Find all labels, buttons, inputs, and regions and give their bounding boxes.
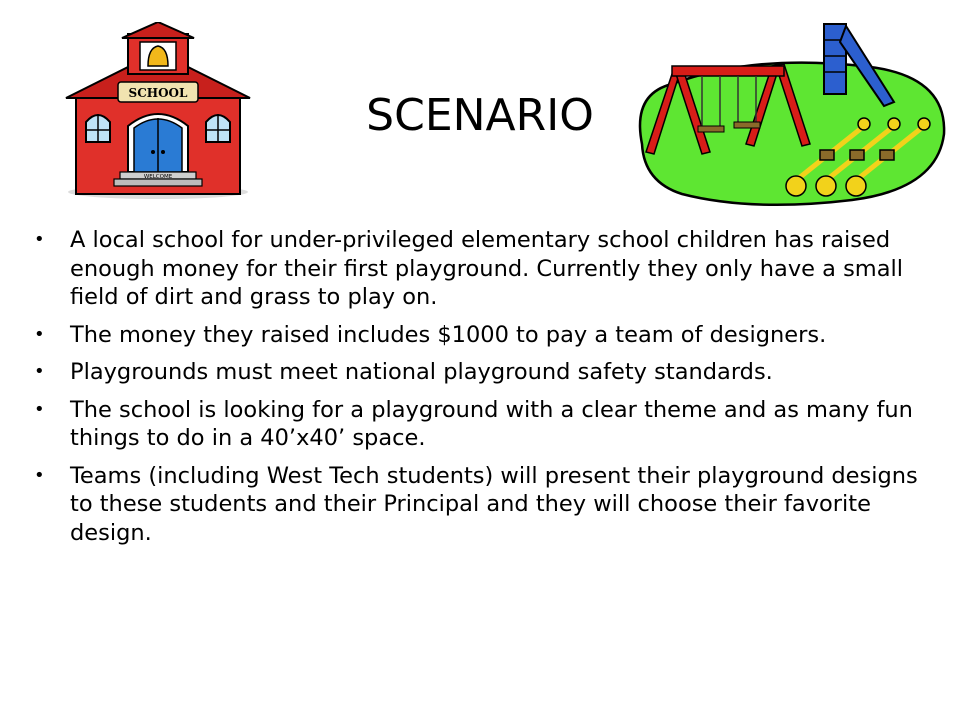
slide-title: SCENARIO	[366, 90, 594, 141]
bullet-item	[30, 358, 920, 387]
bullet-text: Playgrounds must meet national playground safety standards.	[70, 359, 773, 385]
bullet-item	[30, 396, 920, 453]
welcome-mat-label: WELCOME	[143, 174, 173, 180]
bullet-item	[30, 226, 920, 312]
bullet-dot-icon: •	[34, 229, 45, 250]
bullet-item	[30, 462, 920, 548]
bullet-dot-icon: •	[34, 361, 45, 382]
bullet-item	[30, 321, 920, 350]
school-house-icon	[62, 22, 254, 204]
bullet-text: The school is looking for a playground with a clear theme and as many fun things to do in a 40’x40’ space.	[70, 396, 913, 451]
bullet-text: Teams (including West Tech students) will present their playground designs to these students and their Principal and they will choose their favorite design.	[70, 462, 918, 546]
bullet-list	[30, 226, 920, 556]
school-sign-label: SCHOOL	[128, 86, 188, 100]
bullet-dot-icon: •	[34, 323, 45, 345]
bullet-dot-icon: •	[34, 464, 45, 486]
bullet-dot-icon: •	[34, 398, 45, 420]
bullet-text: A local school for under-privileged elementary school children has raised enough money for their first playground. Currently they only have a small field of dirt and grass to play on.	[70, 227, 904, 310]
bullet-text: The money they raised includes $1000 to pay a team of designers.	[70, 321, 827, 348]
